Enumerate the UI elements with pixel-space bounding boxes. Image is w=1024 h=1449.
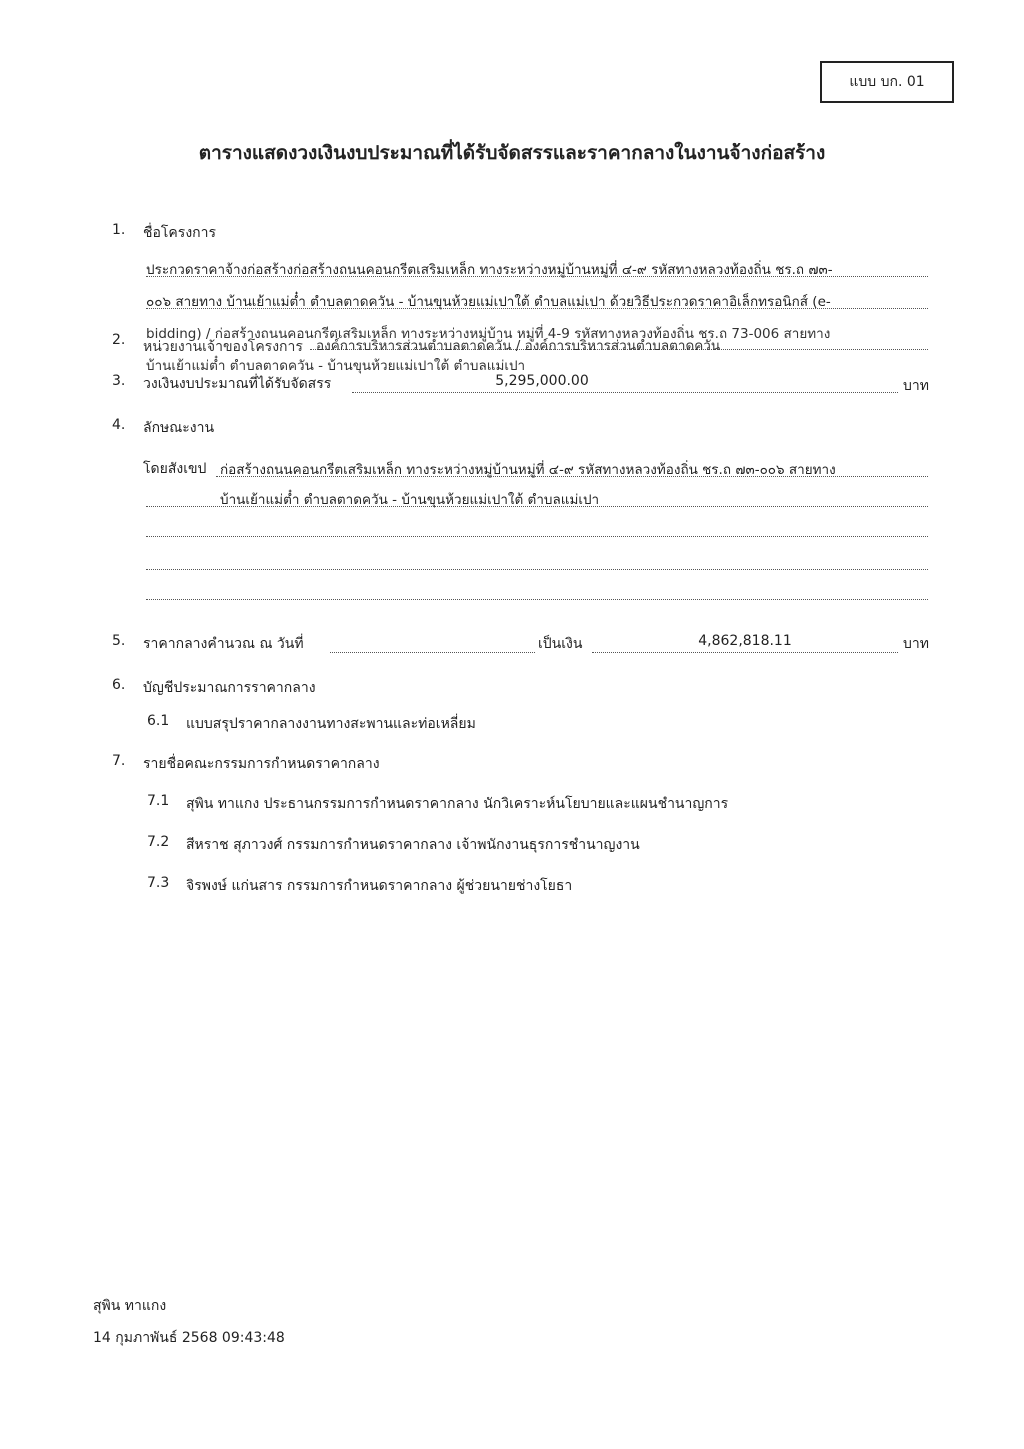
committee-member-text: สุพิน ทาแกง ประธานกรรมการกำหนดราคากลาง นักวิเคราะห์นโยบายและแผนชำนาญการ (186, 796, 729, 812)
section-3-number: 3. (112, 373, 126, 389)
section-2-number: 2. (112, 332, 126, 348)
committee-member-text: สีหราช สุภาวงศ์ กรรมการกำหนดราคากลาง เจ้าพนักงานธุรการชำนาญงาน (186, 837, 640, 853)
form-code-box (820, 61, 954, 103)
dotted-line (592, 652, 898, 653)
project-name-line-4: บ้านเย้าแม่ต๋ำ ตำบลตาดควัน - บ้านขุนห้วยแม่เปาใต้ ตำบลแม่เปา (146, 358, 526, 374)
dotted-line (146, 569, 928, 570)
dotted-line (352, 392, 898, 393)
section-6-item-number: 6.1 (147, 713, 170, 729)
project-name-line-2: ๐๐๖ สายทาง บ้านเย้าแม่ต๋ำ ตำบลตาดควัน - บ้านขุนห้วยแม่เปาใต้ ตำบลแม่เปา ด้วยวิธีประกวดราคาอิเล็กทรอนิกส์ (e- (146, 294, 831, 310)
dotted-line (146, 276, 928, 277)
section-4-label: ลักษณะงาน (143, 420, 215, 436)
work-description-line-2: บ้านเย้าแม่ต๋ำ ตำบลตาดควัน - บ้านขุนห้วยแม่เปาใต้ ตำบลแม่เปา (220, 492, 600, 508)
section-7-label: รายชื่อคณะกรรมการกำหนดราคากลาง (143, 756, 380, 772)
dotted-line (146, 536, 928, 537)
committee-member-number: 7.3 (147, 875, 170, 891)
budget-unit: บาท (903, 378, 929, 394)
section-6-number: 6. (112, 677, 126, 693)
section-3-label: วงเงินงบประมาณที่ได้รับจัดสรร (143, 376, 332, 392)
median-price-unit: บาท (903, 636, 929, 652)
section-6-label: บัญชีประมาณการราคากลาง (143, 680, 316, 696)
dotted-line (216, 476, 928, 477)
footer-name: สุพิน ทาแกง (93, 1298, 167, 1314)
committee-member-text: จิรพงษ์ แก่นสาร กรรมการกำหนดราคากลาง ผู้ช่วยนายช่างโยธา (186, 878, 573, 894)
section-5-number: 5. (112, 633, 126, 649)
dotted-line (146, 308, 928, 309)
work-description-line-1: ก่อสร้างถนนคอนกรีตเสริมเหล็ก ทางระหว่างหมู่บ้านหมู่ที่ ๔-๙ รหัสทางหลวงท้องถิ่น ชร.ถ ๗๓-๐๐๖ สายทาง (220, 462, 836, 478)
footer-datetime: 14 กุมภาพันธ์ 2568 09:43:48 (93, 1330, 285, 1346)
form-code: แบบ บก. 01 (849, 74, 925, 90)
section-1-number: 1. (112, 222, 126, 238)
dotted-line (330, 652, 535, 653)
section-4-sub-label: โดยสังเขป (143, 461, 207, 477)
committee-member-number: 7.1 (147, 793, 170, 809)
project-name-line-1: ประกวดราคาจ้างก่อสร้างก่อสร้างถนนคอนกรีตเสริมเหล็ก ทางระหว่างหมู่บ้านหมู่ที่ ๔-๙ รหัสทางหลวงท้องถิ่น ชร.ถ ๗๓- (146, 262, 833, 278)
amount-label: เป็นเงิน (538, 636, 583, 652)
section-4-number: 4. (112, 417, 126, 433)
document-title: ตารางแสดงวงเงินงบประมาณที่ได้รับจัดสรรและราคากลางในงานจ้างก่อสร้าง (198, 142, 826, 164)
owner-agency-value: องค์การบริหารส่วนตำบลตาดควัน / องค์การบริหารส่วนตำบลตาดควัน (316, 338, 721, 354)
median-price-value: 4,862,818.11 (698, 633, 792, 649)
section-7-number: 7. (112, 753, 126, 769)
committee-member-number: 7.2 (147, 834, 170, 850)
section-1-label: ชื่อโครงการ (143, 225, 217, 241)
project-name-line-3: bidding) / ก่อสร้างถนนคอนกรีตเสริมเหล็ก ทางระหว่างหมู่บ้าน หมู่ที่ 4-9 รหัสทางหลวงท้องถิ่น ชร.ถ 73-006 สายทาง (146, 326, 831, 342)
budget-value: 5,295,000.00 (495, 373, 589, 389)
section-2-label: หน่วยงานเจ้าของโครงการ (143, 339, 303, 355)
dotted-line (146, 506, 928, 507)
dotted-line (146, 599, 928, 600)
section-5-label: ราคากลางคำนวณ ณ วันที่ (143, 636, 304, 652)
section-6-item-text: แบบสรุปราคากลางงานทางสะพานและท่อเหลี่ยม (186, 716, 476, 732)
